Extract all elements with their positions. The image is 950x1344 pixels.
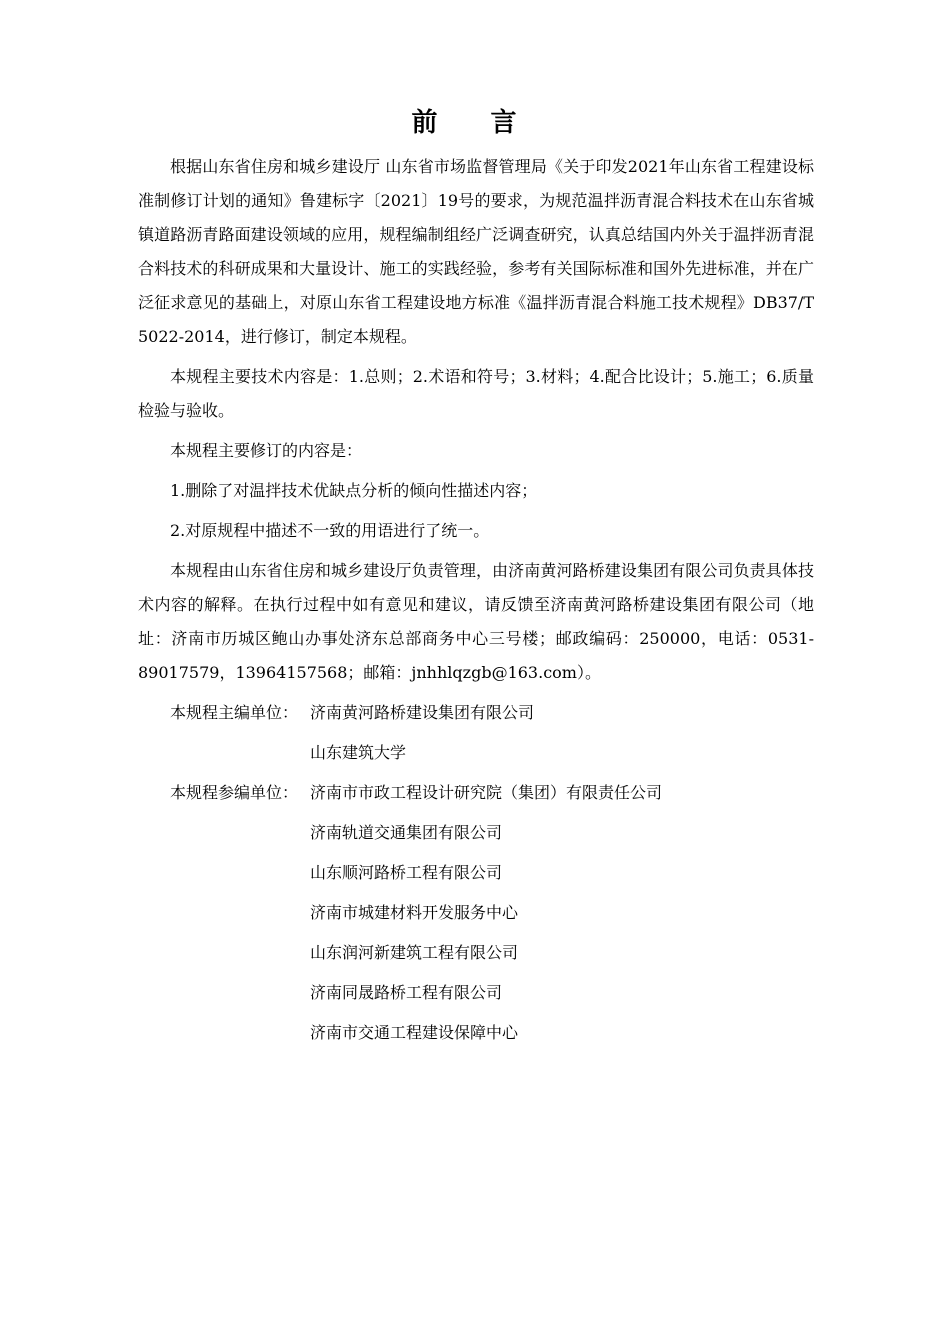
- participating-unit-item: 山东顺河路桥工程有限公司: [310, 863, 503, 882]
- participating-unit-item: 济南市市政工程设计研究院（集团）有限责任公司: [310, 783, 663, 802]
- chief-units-block: [138, 696, 814, 770]
- page-title: 前 言: [411, 108, 539, 138]
- participating-units-list: [310, 776, 814, 1050]
- chief-units-list: [310, 696, 814, 770]
- participating-unit-item: 济南同晟路桥工程有限公司: [310, 983, 503, 1002]
- revision-item: 1.删除了对温拌技术优缺点分析的倾向性描述内容；: [170, 481, 538, 500]
- chief-unit-item: 济南黄河路桥建设集团有限公司: [310, 703, 535, 722]
- revision-item: 2.对原规程中描述不一致的用语进行了统一。: [170, 521, 490, 540]
- participating-units-label: 本规程参编单位：: [170, 783, 299, 802]
- technical-content-paragraph: 本规程主要技术内容是：1.总则；2.术语和符号；3.材料；4.配合比设计；5.施工；6.质量检验与验收。: [138, 367, 814, 420]
- document-body: [138, 150, 814, 1056]
- revision-intro-paragraph: 本规程主要修订的内容是：: [170, 441, 363, 460]
- participating-unit-item: 济南轨道交通集团有限公司: [310, 823, 503, 842]
- basis-paragraph: 根据山东省住房和城乡建设厅 山东省市场监督管理局《关于印发2021年山东省工程建设标准制修订计划的通知》鲁建标字〔2021〕19号的要求，为规范温拌沥青混合料技术在山东省城镇道路沥青路面建设领域的应用，规程编制组经广泛调查研究，认真总结国内外关于温拌沥青混合料技术的科研成果和大量设计、施工的实践经验，参考有关国际标准和国外先进标准，并在广泛征求意见的基础上，对原山东省工程建设地方标准《温拌沥青混合料施工技术规程》DB37/T 5022-2014，进行修订，制定本规程。: [138, 157, 814, 346]
- management-paragraph: 本规程由山东省住房和城乡建设厅负责管理，由济南黄河路桥建设集团有限公司负责具体技术内容的解释。在执行过程中如有意见和建议，请反馈至济南黄河路桥建设集团有限公司（地址：济南市历城区鲍山办事处济东总部商务中心三号楼；邮政编码：250000，电话：0531-89017579，13964157568；邮箱：jnhhlqzgb@163.com）。: [138, 561, 814, 682]
- participating-unit-item: 山东润河新建筑工程有限公司: [310, 943, 519, 962]
- chief-units-label: 本规程主编单位：: [170, 703, 299, 722]
- chief-unit-item: 山东建筑大学: [310, 743, 407, 762]
- participating-unit-item: 济南市交通工程建设保障中心: [310, 1023, 519, 1042]
- participating-unit-item: 济南市城建材料开发服务中心: [310, 903, 519, 922]
- participating-units-block: [138, 776, 814, 1050]
